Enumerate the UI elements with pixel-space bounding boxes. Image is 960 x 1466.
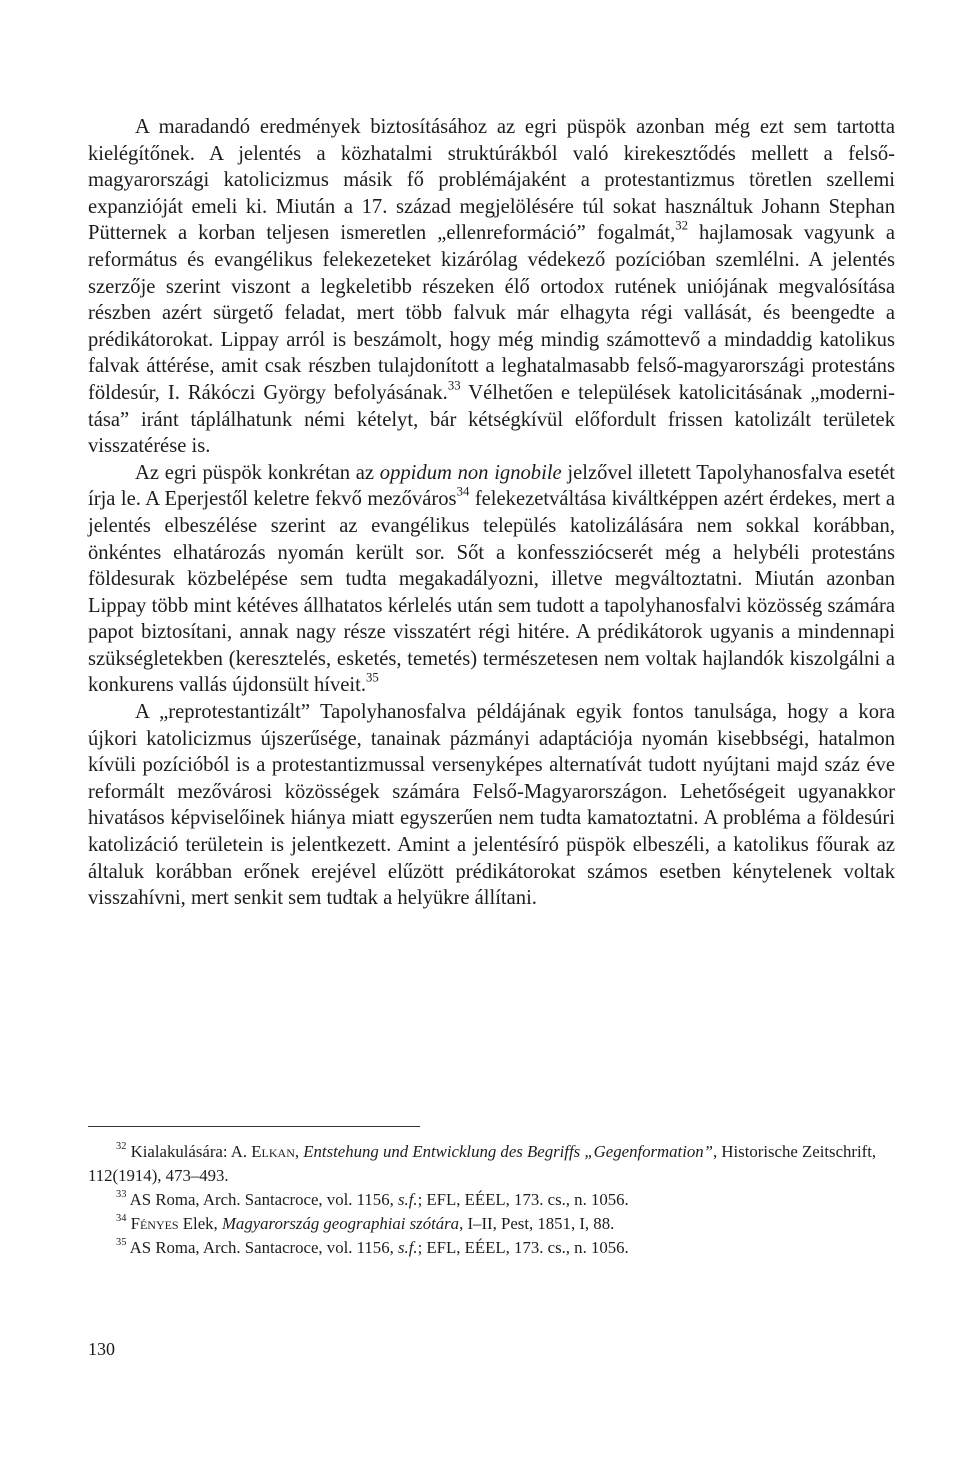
italic-text: s.f. [397, 1238, 418, 1257]
paragraph: A maradandó eredmények biztosításához az egri püspök azonban még ezt sem tartotta kielégítőnek. A jelentés a közhatalmi struktúrákból való kirekesztődés mellett a felső-magyarországi katolicizmus másik fő problémájaként a protestantizmus töretlen szellemi expanzióját emeli ki. Miután a 17. század megjelölésére túl sokat használtuk Johann Stephan Pütternek a korban teljesen ismeretlen „ellenreformáció” fogalmát,$^{32}$ hajlamosak vagyunk a református és evangélikus felekezeteket kizárólag védekező pozícióban szemlélni. A jelentés szerzője szerint viszont a legkeletibb részeken élő ortodox rutének uniójának megvalósítása részben azért sürgető feladat, mert több falvuk már elhagyta régi vallását, és beengedte a prédikátorokat. Lippay arról is beszámolt, hogy még mindig számottevő a mindaddig katolikus falvak áttérése, amit csak részben tulajdonított a leghatalmasabb felső-magyarországi protestáns földesúr, I. Rákóczi György befolyásának.$^{33}$ Vélhetően e települések katolicitásának „modernitása” iránt táplálhatunk némi kételyt, bár kétségkívül előfordult frissen katolizált területek visszatérése is. [88, 116, 895, 458]
footnote-ref: 32 [675, 218, 688, 233]
footnote: $^{33}$ AS Roma, Arch. Santacroce, vol. 1156, s.f.; EFL, EÉEL, 173. cs., n. 1056. [116, 1189, 629, 1209]
footnote-ref: 33 [447, 378, 461, 393]
footnote: $^{35}$ AS Roma, Arch. Santacroce, vol. 1156, s.f.; EFL, EÉEL, 173. cs., n. 1056. [116, 1237, 629, 1257]
body-text [88, 114, 895, 912]
page-number: 130 [88, 1339, 115, 1359]
footnote-ref: 35 [116, 1237, 127, 1249]
paragraph: A „reprotestantizált” Tapolyhanosfalva példájának egyik fontos tanulsága, hogy a kora újkori katolicizmus újszerűsége, tanainak pázmányi adaptációja nyomán kisebbségi, hatalmon kívüli pozícióból is a protestantizmussal versenyképes alternatívát tudott nyújtani majd száz éve reformált mezővárosi közösségek számára Felső-Magyarországon. Lehetőségeit ugyanakkor hivatásos képviselőinek hiánya miatt egyszerűen nem tudta kamatoztatni. A probléma a földesúri katolizáció területein is jelentkezett. Amint a jelentésíró püspök elbeszéli, a katolikus főurak az általuk korábban erőnek erejével elűzött prédikátorokat számos esetben kénytelenek voltak visszahívni, mert senkit sem tudtak a helyükre állítani. [88, 701, 895, 910]
footnotes [88, 1140, 895, 1260]
footnote: $^{32}$ Kialakulására: A. Elkan, Entstehung und Entwicklung des Begriffs „Gegenformation”, Historische Zeitschrift, 112(1914), 473–493. [88, 1141, 877, 1185]
author-name: Elkan [251, 1142, 295, 1161]
paragraph: Az egri püspök konkrétan az oppidum non ignobile jelzővel illetett Tapolyhanosfalva esetét írja le. A Eperjestől keletre fekvő mezőváros$^{34}$ felekezetváltása kiváltképpen azért érdekes, mert a jelentés elbeszélése szerint az evangélikus település katolizálására nem sokkal korábban, önkéntes elhatározás nyomán került sor. Sőt a konfessziócserét még a helybéli protestáns földesurak közbelépése sem tudta megakadályozni, illetve megváltoztatni. Miután azonban Lippay több mint kétéves állhatatos kérlelés után sem tudott a tapolyhanosfalvi közösség számára papot biztosítani, annak nagy része visszatért régi hitére. A prédikátorok ugyanis a mindennapi szükségletekben (keresztelés, esketés, temetés) természetesen nem voltak hajlandók kiszolgálni a konkurens vallás újdonsült híveit.$^{35}$ [88, 461, 895, 697]
author-name: Fényes [130, 1214, 179, 1233]
italic-text: Magyarország geographiai szótára [221, 1214, 460, 1233]
footnote-separator [88, 1126, 420, 1127]
footnote-ref: 34 [456, 484, 470, 499]
italic-text: oppidum non ignobile [379, 461, 562, 484]
footnote-ref: 35 [366, 670, 379, 685]
footnote-ref: 34 [116, 1213, 127, 1225]
italic-text: Entstehung und Entwicklung des Begriffs „Gegenformation” [303, 1142, 713, 1161]
footnote: $^{34}$ Fényes Elek, Magyarország geographiai szótára, I–II, Pest, 1851, I, 88. [116, 1213, 615, 1233]
footnote-ref: 32 [116, 1141, 127, 1153]
footnote-ref: 33 [116, 1189, 127, 1201]
italic-text: s.f. [397, 1190, 418, 1209]
